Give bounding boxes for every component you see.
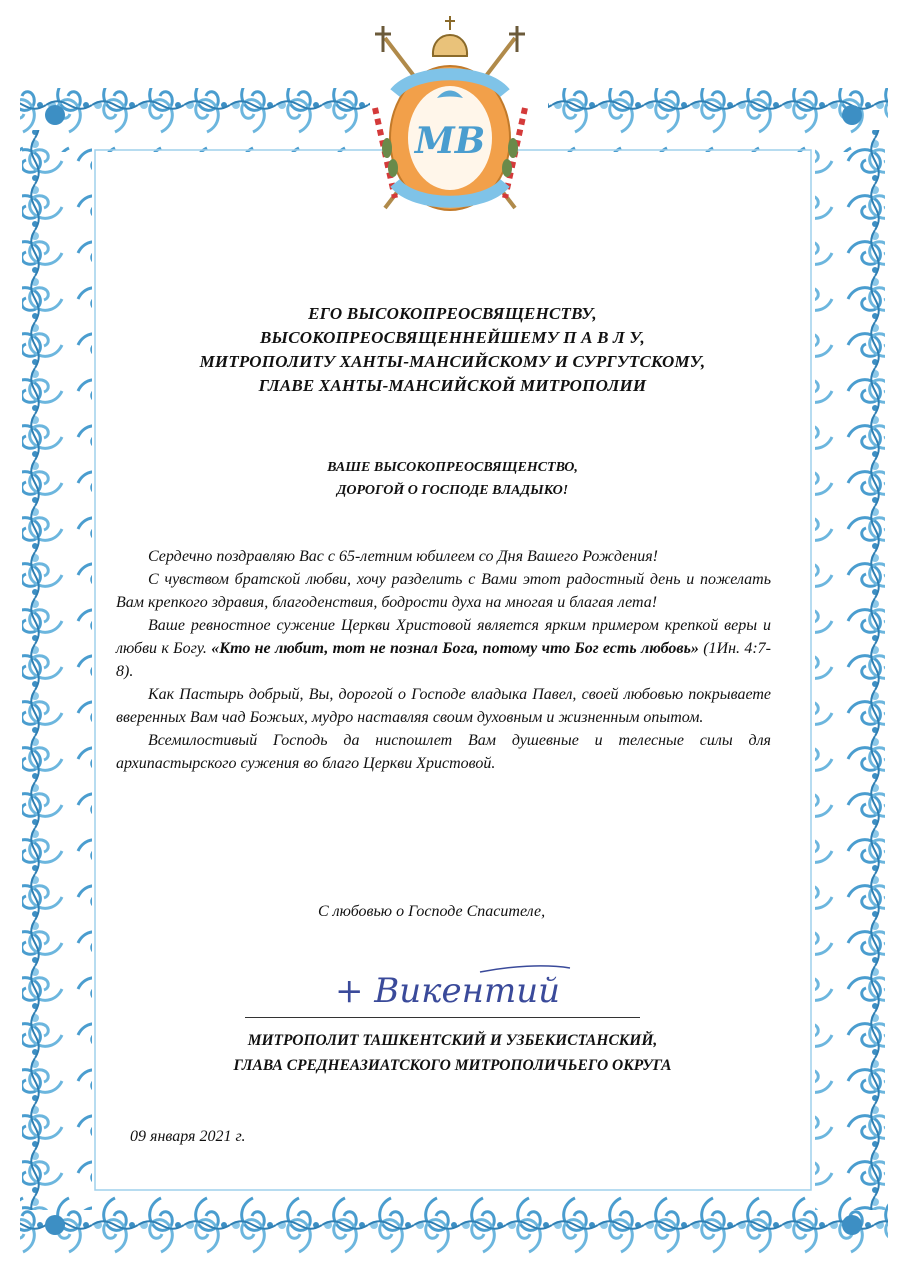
church-emblem	[365, 8, 535, 218]
emblem-monogram: МВ	[414, 120, 486, 162]
salutation-line: ДОРОГОЙ О ГОСПОДЕ ВЛАДЫКО!	[336, 483, 569, 498]
signature-text: + Викентий	[335, 971, 561, 1011]
paragraph: С чувством братской любви, хочу разделить с Вами этот радостный день и пожелать Вам крепкого здравия, благоденствия, бодрости духа на многая и благая лета!	[116, 571, 771, 611]
paragraph: Сердечно поздравляю Вас с 65-летним юбилеем со Дня Вашего Рождения!	[148, 548, 658, 565]
signature-line	[245, 1017, 640, 1018]
letter-body	[116, 545, 771, 775]
addressee-line: ВЫСОКОПРЕОСВЯЩЕННЕЙШЕМУ П А В Л У,	[259, 328, 645, 347]
closing-phrase: С любовью о Господе Спасителе,	[318, 903, 546, 920]
addressee-block	[100, 302, 805, 398]
addressee-line: ГЛАВЕ ХАНТЫ-МАНСИЙСКОЙ МИТРОПОЛИИ	[258, 376, 647, 395]
paragraph: Всемилостивый Господь да ниспошлет Вам душевные и телесные силы для архипастырского сужения во благо Церкви Христовой.	[116, 732, 771, 772]
scripture-quote: «Кто не любит, тот не познал Бога, потому что Бог есть любовь»	[211, 640, 699, 657]
paragraph	[116, 614, 771, 683]
signer-line: МИТРОПОЛИТ ТАШКЕНТСКИЙ И УЗБЕКИСТАНСКИЙ,	[247, 1032, 658, 1049]
salutation-line: ВАШЕ ВЫСОКОПРЕОСВЯЩЕНСТВО,	[327, 460, 578, 475]
letter-date: 09 января 2021 г.	[130, 1128, 246, 1145]
signer-line: ГЛАВА СРЕДНЕАЗИАТСКОГО МИТРОПОЛИЧЬЕГО ОКРУГА	[233, 1057, 672, 1074]
signer-title	[110, 1028, 795, 1078]
addressee-line: МИТРОПОЛИТУ ХАНТЫ-МАНСИЙСКОМУ И СУРГУТСКОМУ,	[199, 352, 706, 371]
salutation	[150, 456, 755, 502]
paragraph: Как Пастырь добрый, Вы, дорогой о Господе владыка Павел, своей любовью покрываете вверенных Вам чад Божьих, мудро наставляя своим духовным и жизненным опытом.	[116, 686, 771, 726]
paragraph-text: Ваше ревностное сужение Церкви Христовой является ярким примером крепкой веры и любви к Богу.	[116, 617, 771, 657]
handwritten-signature	[330, 958, 580, 1018]
scripture-reference: (1Ин. 4:7-8).	[116, 640, 772, 680]
addressee-line: ЕГО ВЫСОКОПРЕОСВЯЩЕНСТВУ,	[308, 304, 597, 323]
